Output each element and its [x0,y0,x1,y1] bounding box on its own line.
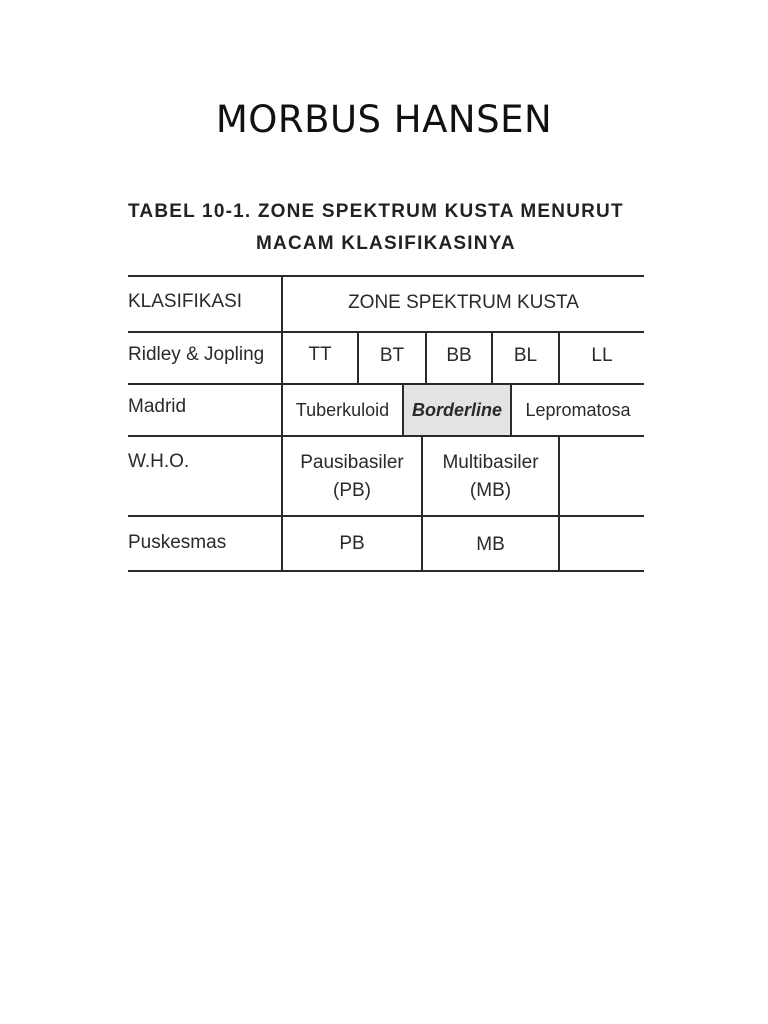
header-klasifikasi: KLASIFIKASI [128,291,243,312]
page-title: MORBUS HANSEN [215,98,553,141]
who-cell-multibasiler: Multibasiler [442,452,539,473]
madrid-cell-tuberkuloid: Tuberkuloid [295,400,390,420]
row-label-madrid: Madrid [128,396,187,417]
scanned-table-image [126,192,646,577]
ridley-cell-bb: BB [446,345,472,366]
row-label-who: W.H.O. [128,451,190,472]
who-cell-mb: (MB) [469,480,512,501]
row-label-puskesmas: Puskesmas [128,532,227,553]
ridley-cell-bt: BT [379,345,405,366]
who-cell-pb: (PB) [333,480,371,501]
table-caption-line-2: MACAM KLASIFIKASINYA [256,233,516,254]
who-cell-pausibasiler: Pausibasiler [300,452,404,473]
table-rule-madrid [128,435,644,437]
ridley-cell-bl: BL [513,345,538,366]
table-rule-header [128,331,644,333]
header-zone-spektrum: ZONE SPEKTRUM KUSTA [348,292,579,313]
puskesmas-cell-pb: PB [339,533,365,554]
table-caption [128,196,644,260]
table-rule-top [128,275,644,277]
madrid-cell-lepromatosa: Lepromatosa [525,400,631,420]
table-rule-ridley [128,383,644,385]
who-divider-2 [558,435,560,572]
table-rule-who [128,515,644,517]
madrid-cell-borderline: Borderline [411,400,503,420]
puskesmas-cell-mb: MB [476,534,505,555]
table-rule-bottom [128,570,644,572]
table-col-divider [281,275,283,572]
row-label-ridley-jopling: Ridley & Jopling [128,344,265,365]
table-caption-line-1: TABEL 10-1. ZONE SPEKTRUM KUSTA MENURUT [128,201,624,222]
ridley-cell-ll: LL [591,345,613,366]
ridley-cell-tt: TT [308,344,332,365]
